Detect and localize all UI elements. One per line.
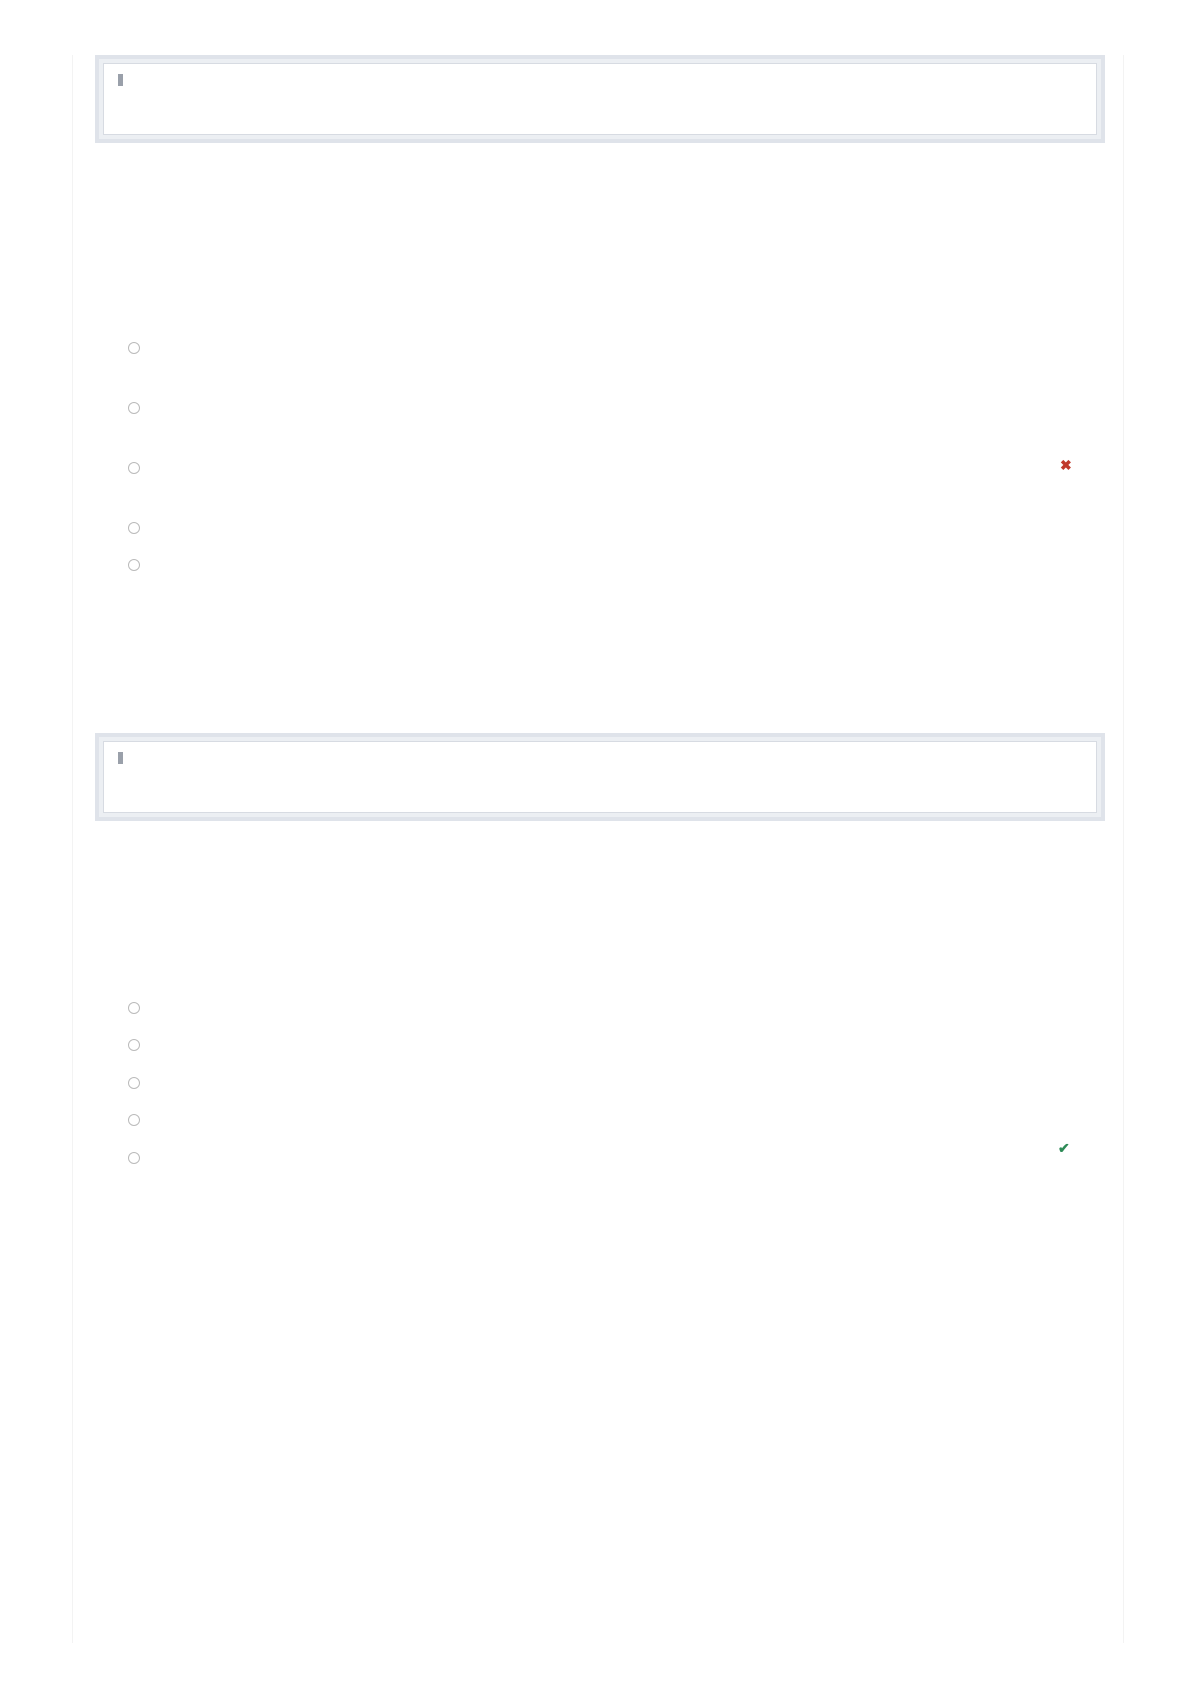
radio-button[interactable] — [128, 1114, 140, 1126]
flag-icon[interactable] — [118, 74, 123, 86]
radio-button[interactable] — [128, 1039, 140, 1051]
question-info-box — [95, 55, 1105, 143]
correct-check-icon: ✔ — [1058, 1142, 1070, 1157]
question-info-inner — [103, 741, 1097, 813]
option-c[interactable] — [128, 455, 1058, 480]
option-a[interactable] — [128, 995, 1058, 1020]
page-sheet — [72, 55, 1124, 1643]
option-d[interactable] — [128, 1107, 1058, 1132]
option-a[interactable] — [128, 335, 1058, 360]
radio-button[interactable] — [128, 1077, 140, 1089]
option-e[interactable] — [128, 1145, 1058, 1170]
radio-button[interactable] — [128, 1152, 140, 1164]
radio-button[interactable] — [128, 559, 140, 571]
radio-button[interactable] — [128, 522, 140, 534]
option-b[interactable] — [128, 395, 1058, 420]
question-info-inner — [103, 63, 1097, 135]
radio-button[interactable] — [128, 402, 140, 414]
question-info-box — [95, 733, 1105, 821]
radio-button[interactable] — [128, 1002, 140, 1014]
incorrect-icon: ✖ — [1060, 459, 1072, 474]
option-d[interactable] — [128, 515, 1058, 540]
radio-button[interactable] — [128, 462, 140, 474]
option-e[interactable] — [128, 552, 1058, 577]
flag-icon[interactable] — [118, 752, 123, 764]
radio-button[interactable] — [128, 342, 140, 354]
option-b[interactable] — [128, 1032, 1058, 1057]
option-c[interactable] — [128, 1070, 1058, 1095]
